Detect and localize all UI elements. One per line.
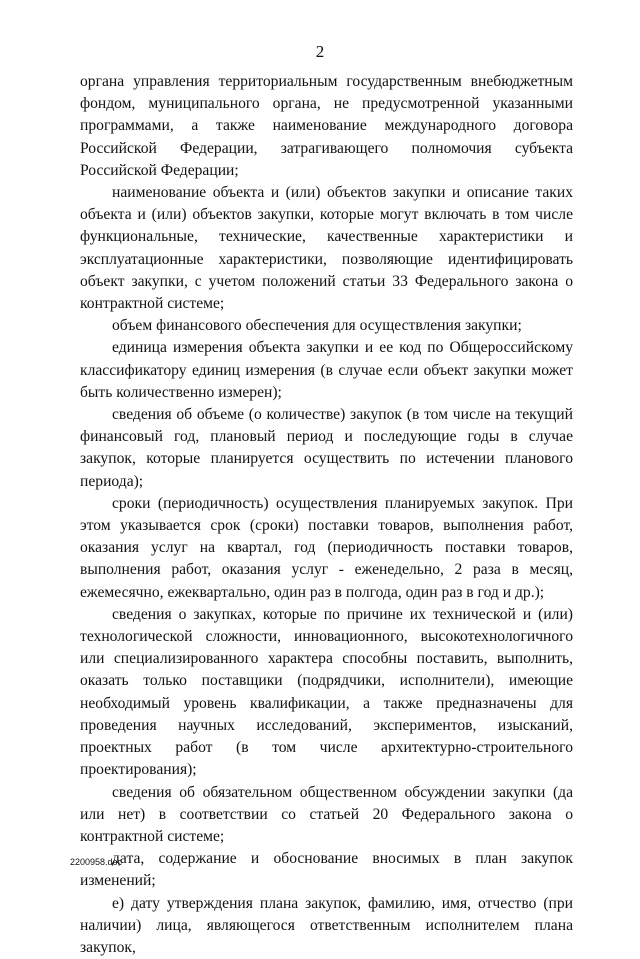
paragraph-changes: дата, содержание и обоснование вносимых в план закупок изменений; xyxy=(80,850,573,890)
paragraph-complex-purchases: сведения о закупках, которые по причине их технической и (или) технологической сложности, инновационного, высокотехнологичного или специализированного характера способны поставить, выполнить, оказать только поставщики (подрядчики, исполнители), имеющие необходимый уровень квалификации, а также предназначены для проведения научных исследований, экспериментов, изысканий, проектных работ (в том числе архитектурно-строительного проектирования); xyxy=(80,605,573,779)
paragraph-periodicity: сроки (периодичность) осуществления планируемых закупок. При этом указывается срок (сроки) поставки товаров, выполнения работ, оказания услуг на квартал, год (периодичность поставки товаров, выполнения работ, оказания услуг - еженедельно, 2 раза в месяц, ежемесячно, ежеквартально, один раз в полгода, один раз в год и др.); xyxy=(80,494,573,601)
page-number: 2 xyxy=(315,42,325,61)
document-body xyxy=(80,71,573,959)
paragraph-purchase-volume: сведения об объеме (о количестве) закупок (в том числе на текущий финансовый год, плановый период и последующие годы в случае закупок, которые планируется осуществить по истечении планового периода); xyxy=(80,406,573,490)
footer-filename: 2200958.doc xyxy=(70,857,123,867)
paragraph-continuation: органа управления территориальным государственным внебюджетным фондом, муниципального органа, не предусмотренной указанными программами, а также наименование международного договора Российской Федерации, затрагивающего полномочия субъекта Российской Федерации; xyxy=(80,73,573,179)
paragraph-public-discussion: сведения об обязательном общественном обсуждении закупки (да или нет) в соответствии со статьей 20 Федерального закона о контрактной системе; xyxy=(80,783,573,845)
paragraph-object-name: наименование объекта и (или) объектов закупки и описание таких объекта и (или) объектов закупки, которые могут включать в том числе функциональные, технические, качественные характеристики и эксплуатационные характеристики, позволяющие идентифицировать объект закупки, с учетом положений статьи 33 Федерального закона о контрактной системе; xyxy=(80,184,573,313)
paragraph-financing-volume: объем финансового обеспечения для осуществления закупки; xyxy=(112,317,522,335)
paragraph-approval-date: е) дату утверждения плана закупок, фамилию, имя, отчество (при наличии) лица, являющегося ответственным исполнителем плана закупок, xyxy=(80,894,573,956)
paragraph-unit-of-measure: единица измерения объекта закупки и ее код по Общероссийскому классификатору единиц измерения (в случае если объект закупки может быть количественно измерен); xyxy=(80,339,573,401)
